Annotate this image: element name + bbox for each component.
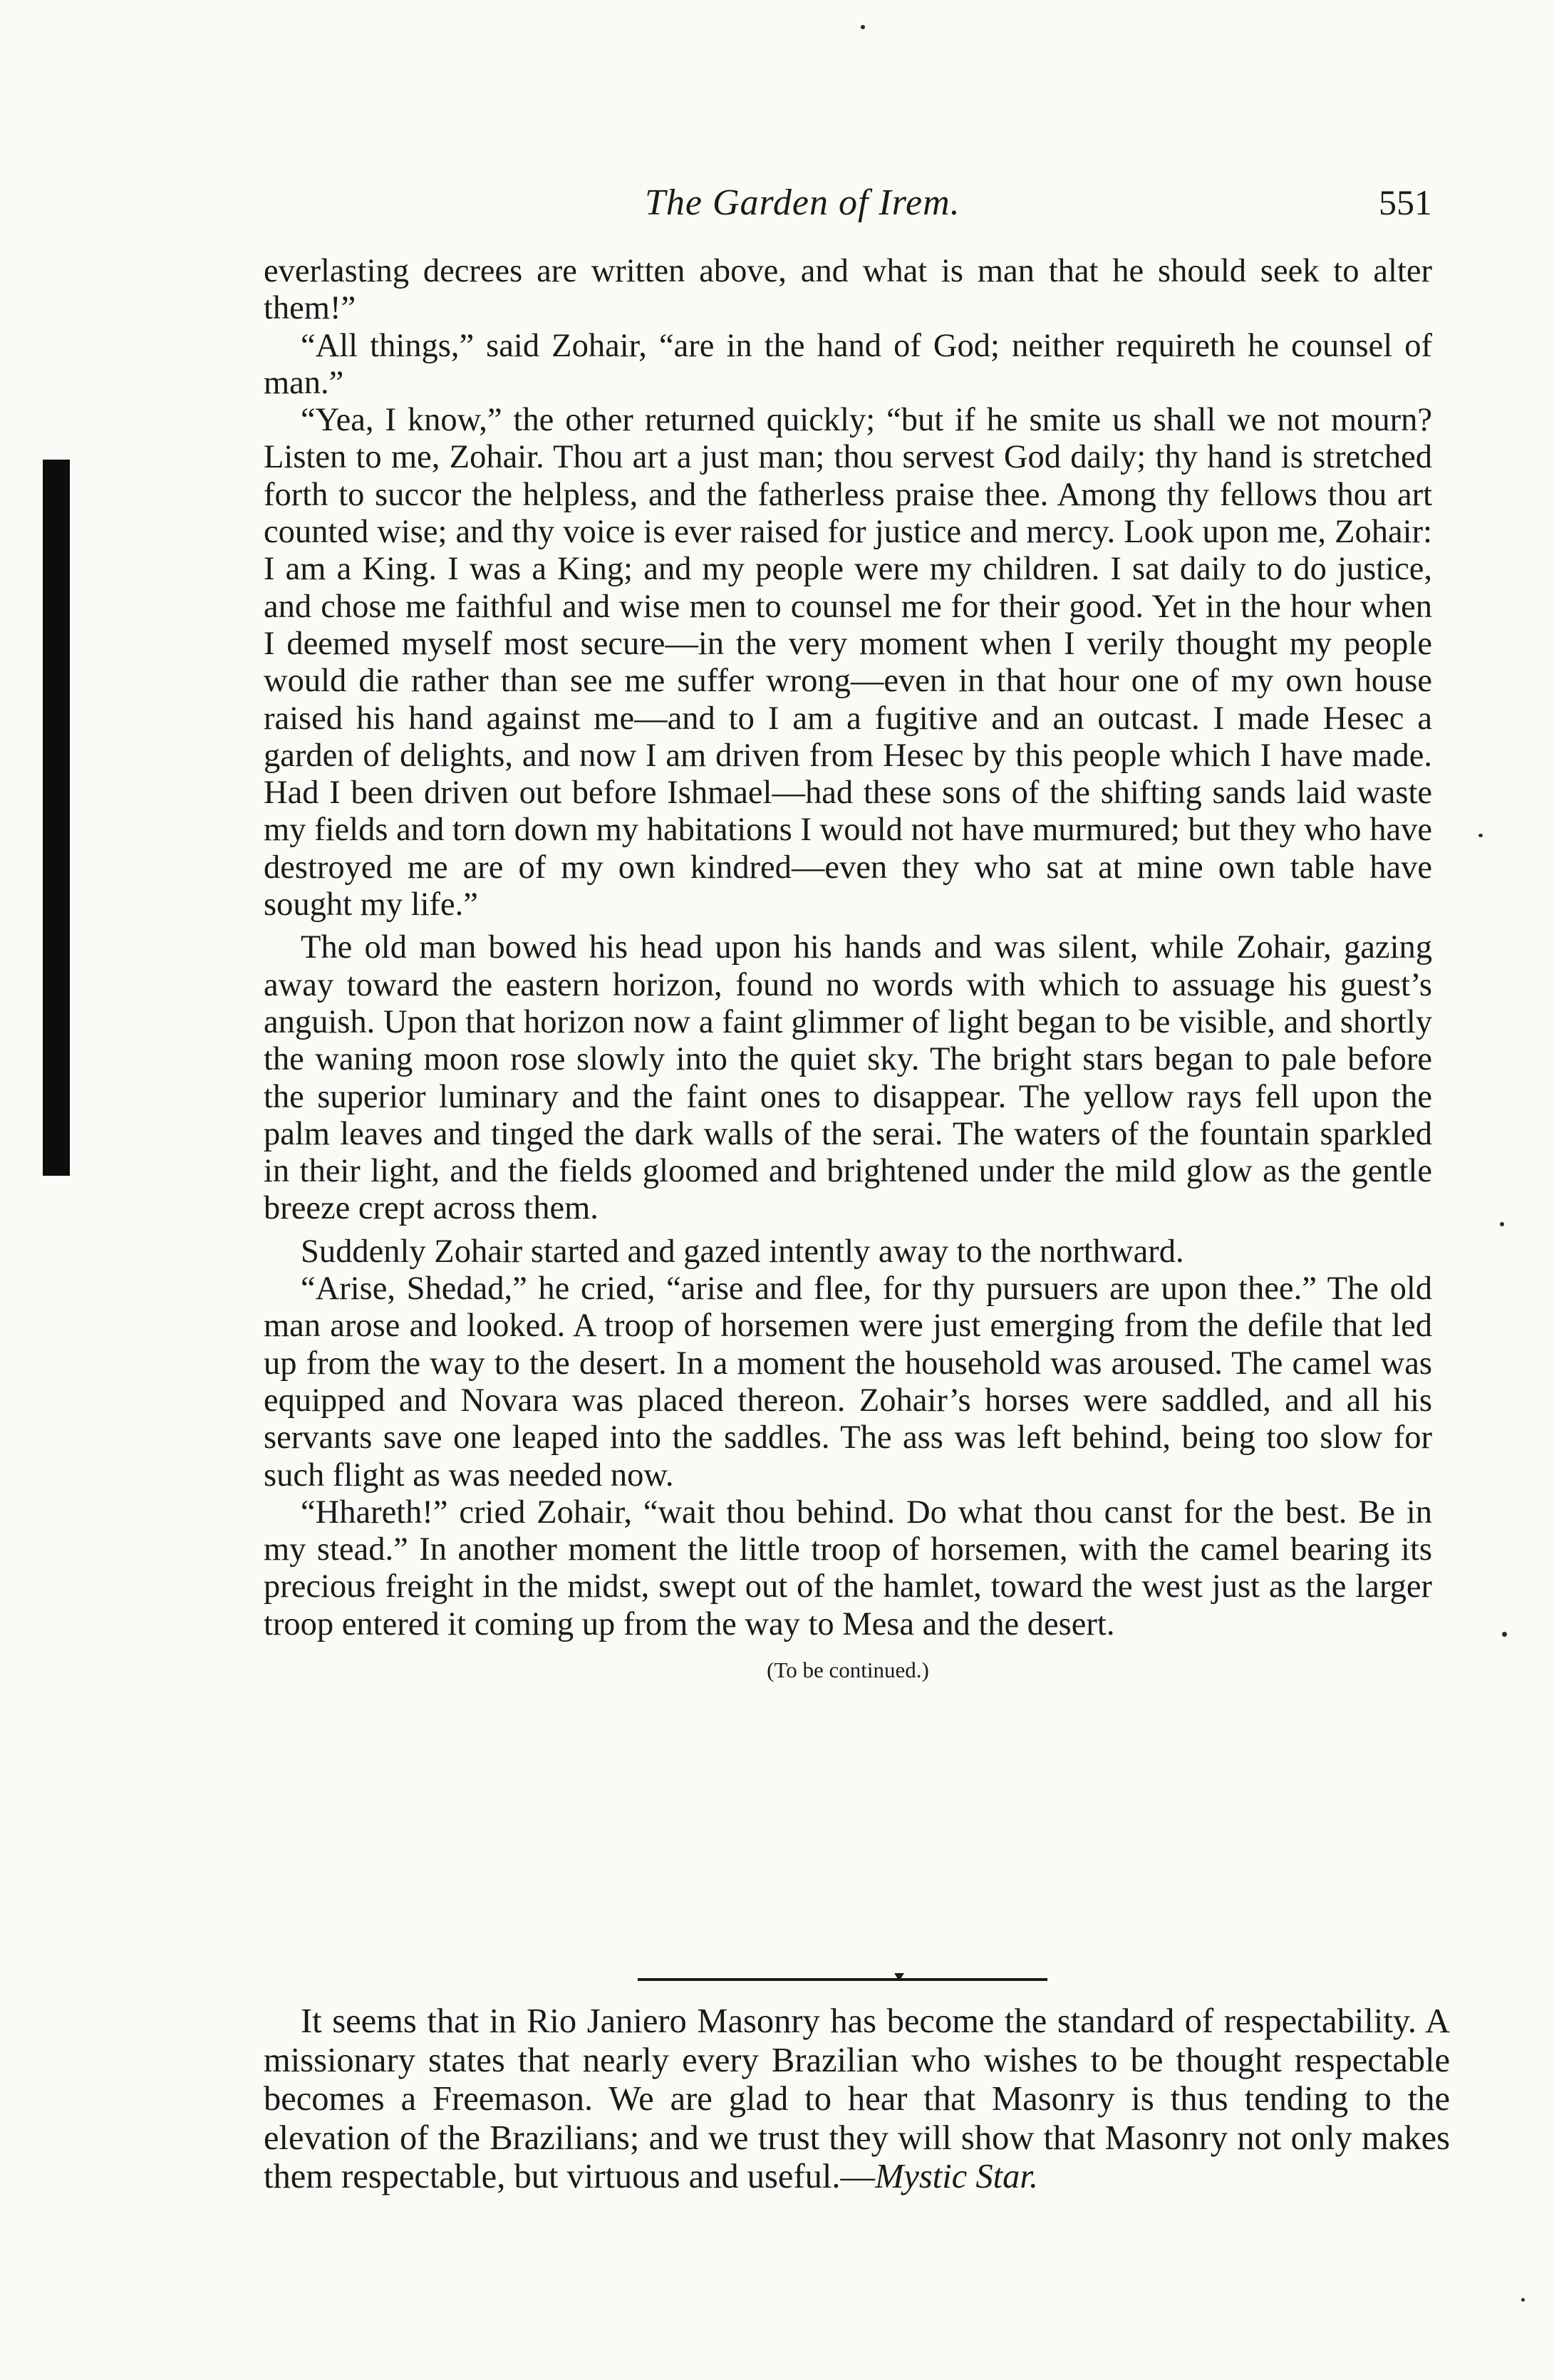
paragraph: everlasting decrees are written above, and what is man that he should seek to alter them!” [264,253,1432,327]
to-be-continued: (To be continued.) [767,1657,929,1682]
scan-speck [861,25,865,29]
running-title: The Garden of Irem. [645,182,960,223]
scan-speck [1502,1632,1507,1637]
paragraph: “All things,” said Zohair, “are in the hand of God; neither requireth he counsel of man.” [264,327,1432,401]
margin-scan-mark [43,460,70,1176]
filler-note [264,2002,1450,2197]
divider-ornament-icon [894,1973,904,1981]
paragraph: Suddenly Zohair started and gazed intently away to the northward. [301,1233,1184,1270]
note-paragraph [264,2002,1450,2197]
scan-speck [1500,1222,1504,1226]
section-divider [638,1978,1047,1981]
page-number: 551 [1379,182,1432,222]
paragraph: The old man bowed his head upon his hands and was silent, while Zohair, gazing away toward the eastern horizon, found no words with which to assuage his guest’s anguish. Upon that horizon now a faint glimmer of light began to be visible, and shortly the waning moon rose slowly into the quiet sky. The bright stars began to pale before the superior luminary and the faint ones to disappear. The yellow rays fell upon the palm leaves and tinged the dark walls of the serai. The waters of the fountain sparkled in their light, and the fields gloomed and brightened under the mild glow as the gentle breeze crept across them. [264,929,1432,1227]
scan-speck [1521,2298,1525,2302]
note-source: Mystic Star. [874,2158,1038,2195]
page-header [645,182,1432,239]
paragraph: “Arise, Shedad,” he cried, “arise and flee, for thy pursuers are upon thee.” The old man arose and looked. A troop of horsemen were just emerging from the defile that led up from the way to the desert. In a moment the household was aroused. The camel was equipped and Novara was placed thereon. Zohair’s horses were saddled, and all his servants save one leaped into the saddles. The ass was left behind, being too slow for such flight as was needed now. [264,1271,1432,1494]
story-text [264,253,1432,1689]
note-text: It seems that in Rio Janiero Masonry has become the standard of respectability. A missionary states that nearly every Brazilian who wishes to be thought respectable becomes a Freemason. We are glad to hear that Masonry is thus tending to the elevation of the Brazilians; and we trust they will show that Masonry not only makes them respectable, but virtuous and useful.— [264,2002,1450,2195]
scan-speck [1478,834,1483,837]
paragraph: “Hhareth!” cried Zohair, “wait thou behind. Do what thou canst for the best. Be in my stead.” In another moment the little troop of horsemen, with the camel bearing its precious freight in the midst, swept out of the hamlet, toward the west just as the larger troop entered it coming up from the way to Mesa and the desert. [264,1494,1432,1642]
paragraph: “Yea, I know,” the other returned quickly; “but if he smite us shall we not mourn? Listen to me, Zohair. Thou art a just man; thou servest God daily; thy hand is stretched forth to succor the helpless, and the fatherless praise thee. Among thy fellows thou art counted wise; and thy voice is ever raised for justice and mercy. Look upon me, Zohair: I am a King. I was a King; and my people were my children. I sat daily to do justice, and chose me faithful and wise men to counsel me for their good. Yet in the hour when I deemed myself most secure—in the very moment when I verily thought my people would die rather than see me suffer wrong—even in that hour one of my own house raised his hand against me—and to I am a fugitive and an outcast. I made Hesec a garden of delights, and now I am driven from Hesec by this people which I have made. Had I been driven out before Ishmael—had these sons of the shifting sands laid waste my fields and torn down my habitations I would not have murmured; but they who have destroyed me are of my own kindred—even they who sat at mine own table have sought my life.” [264,402,1432,923]
